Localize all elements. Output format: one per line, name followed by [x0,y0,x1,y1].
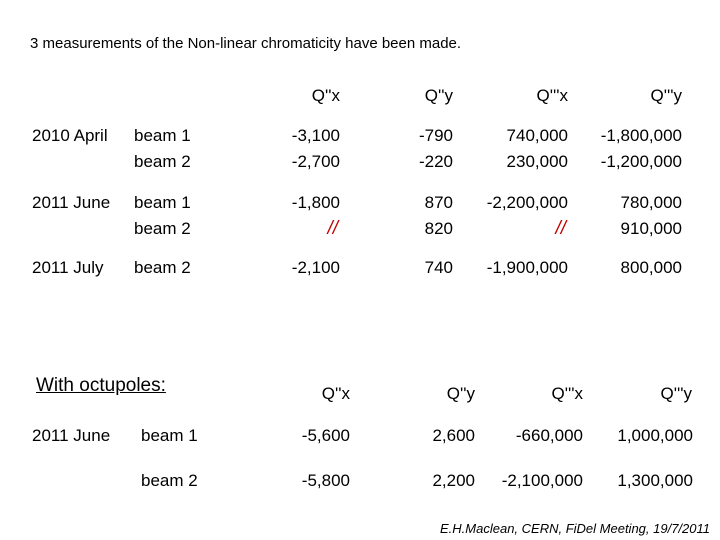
table-cell: -2,100 [291,258,340,277]
header-q2x: Q''x [311,86,340,105]
oct-table-cell: -660,000 [515,426,583,445]
row-date-2011-june: 2011 June [32,193,111,212]
table-cell: 870 [424,193,453,212]
table-cell: -3,100 [291,126,340,145]
oct-table-cell: 1,000,000 [617,426,693,445]
row-date-2011-july: 2011 July [32,258,104,277]
ditto-mark: // [327,218,338,239]
row-beam: beam 2 [134,152,191,171]
oct-table-cell: -5,600 [301,426,350,445]
table-cell: -220 [418,152,453,171]
table-cell: -1,200,000 [600,152,682,171]
slide-title: 3 measurements of the Non-linear chromaticity have been made. [30,35,462,52]
table-cell: 800,000 [620,258,682,277]
oct-table-cell: 2,200 [432,471,475,490]
header-q2y: Q''y [424,86,453,105]
oct-row-date-2011-june: 2011 June [32,426,111,445]
oct-row-beam: beam 2 [141,471,198,490]
table-cell: 780,000 [620,193,682,212]
table-cell: 230,000 [506,152,568,171]
octupoles-title: With octupoles: [36,375,166,396]
oct-header-q3x: Q'''x [551,384,583,403]
table-cell: -1,800,000 [600,126,682,145]
table-cell: -790 [418,126,453,145]
table-cell: 740,000 [506,126,568,145]
row-beam: beam 1 [134,193,191,212]
header-q3y: Q'''y [650,86,682,105]
row-beam: beam 2 [134,219,191,238]
oct-row-beam: beam 1 [141,426,198,445]
row-beam: beam 2 [134,258,191,277]
table-cell: -1,900,000 [486,258,568,277]
footer-credit: E.H.Maclean, CERN, FiDel Meeting, 19/7/2011 [440,521,710,536]
ditto-mark: // [555,218,566,239]
oct-table-cell: 1,300,000 [617,471,693,490]
table-cell: -1,800 [291,193,340,212]
row-date-2010-april: 2010 April [32,126,108,145]
oct-header-q2x: Q''x [321,384,350,403]
oct-table-cell: -5,800 [301,471,350,490]
table-cell: -2,700 [291,152,340,171]
table-cell: 910,000 [620,219,682,238]
oct-header-q3y: Q'''y [660,384,692,403]
oct-table-cell: 2,600 [432,426,475,445]
row-beam: beam 1 [134,126,191,145]
table-cell: -2,200,000 [486,193,568,212]
header-q3x: Q'''x [536,86,568,105]
oct-table-cell: -2,100,000 [501,471,583,490]
oct-header-q2y: Q''y [446,384,475,403]
table-cell: 740 [424,258,453,277]
table-cell: 820 [424,219,453,238]
